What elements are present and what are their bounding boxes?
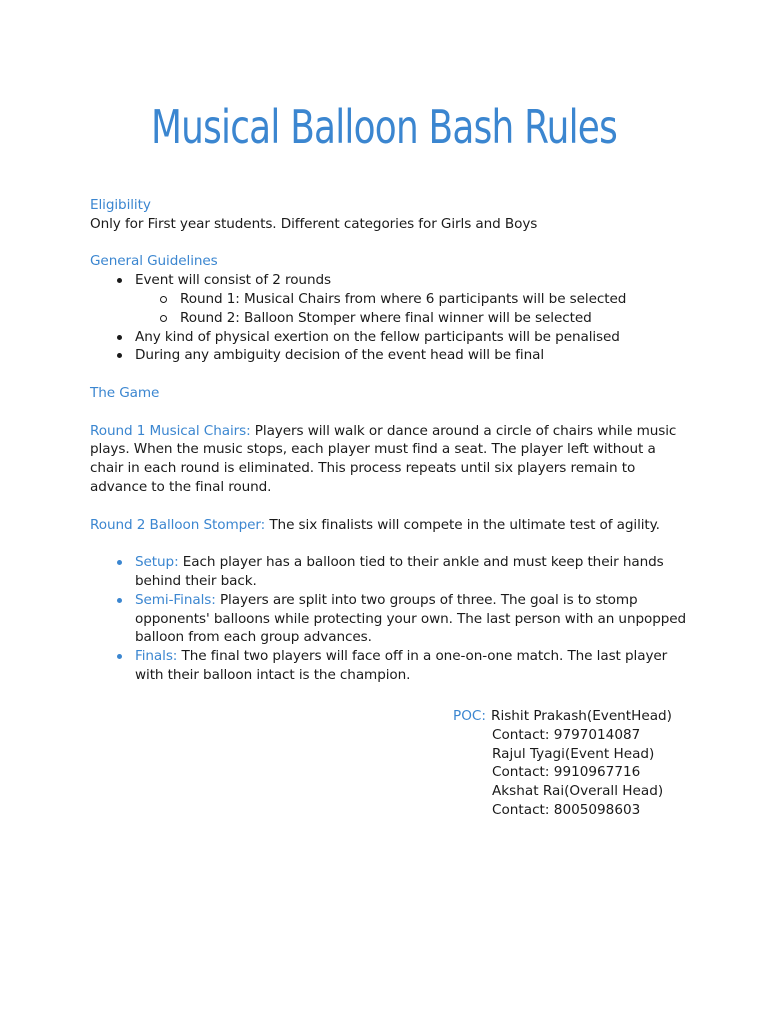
eligibility-heading: Eligibility bbox=[90, 197, 151, 213]
semifinals-label: Semi-Finals: bbox=[135, 591, 216, 608]
guideline-subitem: Round 1: Musical Chairs from where 6 participants will be selected bbox=[90, 290, 690, 309]
the-game-heading: The Game bbox=[90, 384, 160, 401]
guidelines-list bbox=[90, 271, 690, 365]
general-guidelines-heading: General Guidelines bbox=[90, 253, 218, 270]
poc-contact-1: Contact: 9797014087 bbox=[492, 726, 641, 743]
spacer bbox=[90, 234, 690, 253]
setup-label: Setup: bbox=[135, 554, 179, 571]
guideline-item: Event will consist of 2 rounds bbox=[90, 271, 690, 290]
round1-label: Round 1 Musical Chairs: bbox=[90, 422, 251, 439]
setup-item bbox=[90, 553, 690, 591]
round2-paragraph bbox=[90, 516, 690, 535]
guideline-item: Any kind of physical exertion on the fellow participants will be penalised bbox=[90, 328, 690, 347]
round2-rules-list bbox=[90, 553, 690, 685]
poc-name-2: Rajul Tyagi(Event Head) bbox=[492, 745, 655, 762]
poc-name-1: Rishit Prakash(EventHead) bbox=[491, 708, 672, 724]
semifinals-text: Players are split into two groups of three. The goal is to stomp opponents' balloons while protecting your own. The last person with an unpopped balloon from each group advances. bbox=[135, 591, 687, 646]
finals-item bbox=[90, 647, 690, 685]
semifinals-item bbox=[90, 591, 690, 647]
eligibility-text: Only for First year students. Different categories for Girls and Boys bbox=[90, 215, 538, 232]
round2-label: Round 2 Balloon Stomper: bbox=[90, 516, 266, 533]
poc-contact-2: Contact: 9910967716 bbox=[492, 764, 641, 781]
spacer bbox=[90, 365, 690, 384]
round1-paragraph bbox=[90, 422, 690, 497]
poc-first-line bbox=[453, 707, 672, 726]
round1-text: Players will walk or dance around a circle of chairs while music plays. When the music stops, each player must find a seat. The player left without a chair in each round is eliminated. This process repeats until six players remain to advance to the final round. bbox=[90, 422, 677, 495]
poc-label: POC: bbox=[453, 708, 486, 724]
spacer bbox=[90, 403, 690, 422]
finals-label: Finals: bbox=[135, 648, 178, 665]
finals-text: The final two players will face off in a one-on-one match. The last player with their balloon intact is the champion. bbox=[135, 648, 668, 683]
poc-name-3: Akshat Rai(Overall Head) bbox=[492, 783, 664, 800]
spacer bbox=[90, 534, 690, 553]
setup-text: Each player has a balloon tied to their ankle and must keep their hands behind their back. bbox=[135, 554, 664, 589]
guideline-item: During any ambiguity decision of the event head will be final bbox=[90, 346, 690, 365]
poc-block bbox=[453, 707, 672, 820]
poc-contact-3: Contact: 8005098603 bbox=[492, 801, 641, 818]
round2-text: The six finalists will compete in the ultimate test of agility. bbox=[265, 516, 660, 533]
guideline-subitem: Round 2: Balloon Stomper where final winner will be selected bbox=[90, 309, 690, 328]
rules-content bbox=[90, 196, 690, 685]
page-title: Musical Balloon Bash Rules bbox=[150, 100, 618, 154]
spacer bbox=[90, 497, 690, 516]
